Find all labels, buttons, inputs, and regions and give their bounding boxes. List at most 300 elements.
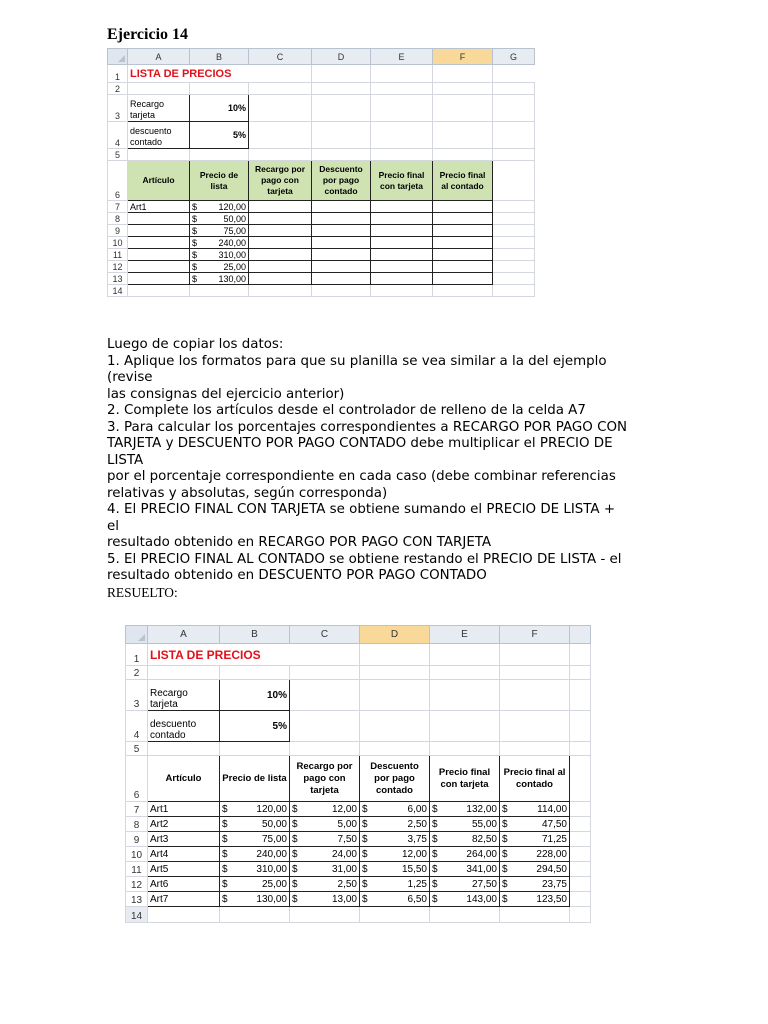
amount: 23,75: [541, 878, 567, 890]
money-value: [292, 864, 357, 875]
empty-cell[interactable]: [371, 201, 433, 213]
amount: 12,00: [401, 848, 427, 860]
precio-cell[interactable]: [220, 892, 290, 907]
empty-cell[interactable]: [371, 237, 433, 249]
cell[interactable]: [148, 742, 220, 756]
cell[interactable]: [249, 285, 312, 297]
spreadsheet-solution: [125, 625, 591, 923]
final-contado-cell[interactable]: [500, 892, 570, 907]
final-tarjeta-cell[interactable]: [430, 817, 500, 832]
table-row: [108, 249, 535, 261]
column-header-f[interactable]: F: [433, 49, 493, 65]
descuento-cell[interactable]: [360, 862, 430, 877]
row-header[interactable]: 7: [108, 201, 128, 213]
instruction-line: 3. Para calcular los porcentajes correspondientes a RECARGO POR PAGO CON: [107, 419, 627, 435]
cell[interactable]: [249, 122, 312, 149]
empty-cell[interactable]: [371, 249, 433, 261]
empty-cell[interactable]: [433, 273, 493, 285]
cell[interactable]: [493, 237, 535, 249]
descuento-cell[interactable]: [360, 877, 430, 892]
cell[interactable]: [493, 249, 535, 261]
precio-cell[interactable]: [220, 877, 290, 892]
cell[interactable]: [493, 161, 535, 201]
cell[interactable]: [128, 285, 190, 297]
precio-cell[interactable]: [190, 201, 249, 213]
cell[interactable]: [570, 892, 591, 907]
header-final-tarjeta[interactable]: Precio final con tarjeta: [371, 161, 433, 201]
row-header[interactable]: 6: [108, 161, 128, 201]
instruction-line: relativas y absolutas, según corresponda): [107, 485, 388, 501]
cell[interactable]: [433, 83, 493, 95]
row-header[interactable]: 12: [126, 877, 148, 892]
final-tarjeta-cell[interactable]: [430, 877, 500, 892]
column-header-g[interactable]: G: [493, 49, 535, 65]
cell[interactable]: [430, 742, 500, 756]
cell[interactable]: [312, 95, 371, 122]
descuento-value-cell[interactable]: 5%: [220, 711, 290, 742]
amount: 6,00: [407, 803, 427, 815]
cell[interactable]: [493, 225, 535, 237]
empty-cell[interactable]: [312, 273, 371, 285]
descuento-label-cell[interactable]: descuento contado: [128, 122, 190, 149]
amount: 25,00: [223, 261, 246, 272]
precio-cell[interactable]: [190, 249, 249, 261]
articulo-cell[interactable]: [128, 213, 190, 225]
cell[interactable]: [148, 907, 220, 923]
precio-cell[interactable]: [220, 832, 290, 847]
currency-symbol: $: [222, 803, 228, 815]
cell[interactable]: [312, 285, 371, 297]
cell[interactable]: [433, 122, 493, 149]
precio-cell[interactable]: [190, 225, 249, 237]
cell[interactable]: [220, 742, 290, 756]
empty-cell[interactable]: [249, 273, 312, 285]
table-row: [126, 877, 591, 892]
articulo-cell[interactable]: [128, 225, 190, 237]
empty-cell[interactable]: [312, 213, 371, 225]
row-header[interactable]: 13: [126, 892, 148, 907]
amount: 120,00: [256, 803, 287, 815]
cell[interactable]: [430, 907, 500, 923]
money-value: [432, 849, 497, 860]
instructions: [107, 337, 667, 601]
cell[interactable]: [249, 95, 312, 122]
articulo-cell[interactable]: Art7: [148, 892, 220, 907]
recargo-cell[interactable]: [290, 847, 360, 862]
money-value: [502, 879, 567, 890]
cell[interactable]: [493, 285, 535, 297]
column-header-c[interactable]: C: [249, 49, 312, 65]
cell[interactable]: [570, 680, 591, 711]
articulo-cell[interactable]: Art1: [128, 201, 190, 213]
instruction-line: 4. El PRECIO FINAL CON TARJETA se obtiene sumando el PRECIO DE LISTA +: [107, 502, 616, 517]
cell[interactable]: [500, 742, 570, 756]
amount: 120,00: [218, 201, 246, 212]
amount: 3,75: [407, 833, 427, 845]
currency-symbol: $: [432, 863, 438, 875]
row-header[interactable]: 5: [126, 742, 148, 756]
header-final-tarjeta[interactable]: Precio final con tarjeta: [430, 756, 500, 802]
empty-cell[interactable]: [433, 225, 493, 237]
instruction-line: 1. Aplique los formatos para que su planilla se vea similar a la del ejemplo: [107, 353, 607, 369]
money-value: [292, 804, 357, 815]
recargo-value-cell[interactable]: 10%: [220, 680, 290, 711]
descuento-cell[interactable]: [360, 892, 430, 907]
amount: 2,50: [407, 818, 427, 830]
row-header[interactable]: 11: [108, 249, 128, 261]
money-value: [362, 849, 427, 860]
column-header-b[interactable]: B: [190, 49, 249, 65]
row-header[interactable]: 14: [126, 907, 148, 923]
row-header[interactable]: 9: [126, 832, 148, 847]
empty-cell[interactable]: [312, 261, 371, 273]
column-header-a[interactable]: A: [148, 626, 220, 644]
table-row: [126, 892, 591, 907]
final-contado-cell[interactable]: [500, 877, 570, 892]
money-value: [292, 849, 357, 860]
row-header[interactable]: 6: [126, 756, 148, 802]
descuento-value-cell[interactable]: 5%: [190, 122, 249, 149]
articulo-cell[interactable]: [128, 261, 190, 273]
amount: 2,50: [337, 878, 357, 890]
cell[interactable]: [371, 122, 433, 149]
cell[interactable]: [433, 65, 493, 83]
cell[interactable]: [128, 83, 190, 95]
header-recargo[interactable]: Recargo por pago con tarjeta: [249, 161, 312, 201]
final-contado-cell[interactable]: [500, 832, 570, 847]
row-header[interactable]: 1: [126, 644, 148, 666]
empty-cell[interactable]: [312, 201, 371, 213]
recargo-cell[interactable]: [290, 877, 360, 892]
cell[interactable]: [493, 261, 535, 273]
recargo-cell[interactable]: [290, 832, 360, 847]
money-value: [222, 804, 287, 815]
articulo-cell[interactable]: Art6: [148, 877, 220, 892]
descuento-cell[interactable]: [360, 802, 430, 817]
cell[interactable]: [371, 65, 433, 83]
money-value: [432, 819, 497, 830]
recargo-cell[interactable]: [290, 817, 360, 832]
currency-symbol: $: [292, 818, 298, 830]
header-final-contado[interactable]: Precio final al contado: [433, 161, 493, 201]
cell[interactable]: [570, 802, 591, 817]
currency-symbol: $: [502, 803, 508, 815]
articulo-cell[interactable]: Art4: [148, 847, 220, 862]
column-header-d[interactable]: D: [312, 49, 371, 65]
row-header[interactable]: 2: [126, 666, 148, 680]
table-row: [126, 832, 591, 847]
cell[interactable]: [570, 644, 591, 666]
currency-symbol: $: [502, 848, 508, 860]
sheet-title-cell[interactable]: LISTA DE PRECIOS: [148, 644, 360, 666]
cell[interactable]: [570, 862, 591, 877]
cell[interactable]: [371, 83, 433, 95]
recargo-cell[interactable]: [290, 802, 360, 817]
cell[interactable]: [190, 83, 249, 95]
row-header[interactable]: 7: [126, 802, 148, 817]
header-articulo[interactable]: Artículo: [148, 756, 220, 802]
empty-cell[interactable]: [371, 261, 433, 273]
table-row: [108, 237, 535, 249]
cell[interactable]: [312, 149, 371, 161]
cell[interactable]: [371, 95, 433, 122]
final-tarjeta-cell[interactable]: [430, 892, 500, 907]
final-contado-cell[interactable]: [500, 862, 570, 877]
amount: 27,50: [471, 878, 497, 890]
final-tarjeta-cell[interactable]: [430, 832, 500, 847]
cell[interactable]: [500, 644, 570, 666]
column-header-d[interactable]: D: [360, 626, 430, 644]
cell[interactable]: [493, 213, 535, 225]
empty-cell[interactable]: [249, 237, 312, 249]
descuento-cell[interactable]: [360, 847, 430, 862]
row-header[interactable]: 9: [108, 225, 128, 237]
amount: 310,00: [256, 863, 287, 875]
cell[interactable]: [570, 742, 591, 756]
money-value: [502, 894, 567, 905]
cell[interactable]: [500, 666, 570, 680]
row-header[interactable]: 8: [126, 817, 148, 832]
precio-cell[interactable]: [190, 237, 249, 249]
currency-symbol: $: [362, 863, 368, 875]
articulo-cell[interactable]: Art5: [148, 862, 220, 877]
cell[interactable]: [360, 644, 430, 666]
column-header-c[interactable]: C: [290, 626, 360, 644]
cell[interactable]: [290, 711, 360, 742]
cell[interactable]: [493, 273, 535, 285]
cell[interactable]: [430, 644, 500, 666]
descuento-cell[interactable]: [360, 817, 430, 832]
cell[interactable]: [360, 680, 430, 711]
cell[interactable]: [371, 285, 433, 297]
precio-cell[interactable]: [190, 273, 249, 285]
empty-cell[interactable]: [249, 201, 312, 213]
empty-cell[interactable]: [249, 261, 312, 273]
cell[interactable]: [493, 83, 535, 95]
cell[interactable]: [570, 666, 591, 680]
cell[interactable]: [493, 95, 535, 122]
select-all-corner[interactable]: [126, 626, 148, 644]
cell[interactable]: [500, 907, 570, 923]
cell[interactable]: [290, 907, 360, 923]
money-value: [222, 864, 287, 875]
row-header[interactable]: 14: [108, 285, 128, 297]
cell[interactable]: [570, 907, 591, 923]
row-header[interactable]: 8: [108, 213, 128, 225]
row-header[interactable]: 2: [108, 83, 128, 95]
empty-cell[interactable]: [249, 213, 312, 225]
empty-cell[interactable]: [249, 249, 312, 261]
header-descuento[interactable]: Descuento por pago contado: [360, 756, 430, 802]
empty-cell[interactable]: [312, 237, 371, 249]
final-tarjeta-cell[interactable]: [430, 847, 500, 862]
empty-cell[interactable]: [312, 249, 371, 261]
currency-symbol: $: [502, 893, 508, 905]
cell[interactable]: [433, 149, 493, 161]
cell[interactable]: [570, 847, 591, 862]
precio-cell[interactable]: [220, 802, 290, 817]
empty-cell[interactable]: [433, 201, 493, 213]
instruction-line: 5. El PRECIO FINAL AL CONTADO se obtiene restando el PRECIO DE LISTA - el: [107, 551, 622, 567]
recargo-label-cell[interactable]: Recargo tarjeta: [148, 680, 220, 711]
amount: 55,00: [471, 818, 497, 830]
final-contado-cell[interactable]: [500, 802, 570, 817]
amount: 310,00: [218, 249, 246, 260]
money-value: [362, 834, 427, 845]
row-header[interactable]: 4: [126, 711, 148, 742]
final-contado-cell[interactable]: [500, 817, 570, 832]
final-tarjeta-cell[interactable]: [430, 862, 500, 877]
cell[interactable]: [570, 832, 591, 847]
cell[interactable]: [570, 817, 591, 832]
cell[interactable]: [430, 666, 500, 680]
row-header[interactable]: 12: [108, 261, 128, 273]
empty-cell[interactable]: [371, 273, 433, 285]
currency-symbol: $: [362, 803, 368, 815]
instruction-line: TARJETA y DESCUENTO POR PAGO CONTADO debe multiplicar el PRECIO DE: [107, 436, 613, 451]
amount: 50,00: [261, 818, 287, 830]
articulo-cell[interactable]: Art3: [148, 832, 220, 847]
cell[interactable]: [249, 149, 312, 161]
cell[interactable]: [500, 680, 570, 711]
cell[interactable]: [360, 711, 430, 742]
recargo-cell[interactable]: [290, 892, 360, 907]
empty-cell[interactable]: [433, 261, 493, 273]
cell[interactable]: [500, 711, 570, 742]
cell[interactable]: [570, 877, 591, 892]
cell[interactable]: [430, 711, 500, 742]
row-header[interactable]: 13: [108, 273, 128, 285]
recargo-value-cell[interactable]: 10%: [190, 95, 249, 122]
select-all-corner[interactable]: [108, 49, 128, 65]
final-tarjeta-cell[interactable]: [430, 802, 500, 817]
final-contado-cell[interactable]: [500, 847, 570, 862]
cell[interactable]: [570, 711, 591, 742]
cell[interactable]: [128, 149, 190, 161]
header-final-contado[interactable]: Precio final al contado: [500, 756, 570, 802]
cell[interactable]: [493, 122, 535, 149]
amount: 24,00: [331, 848, 357, 860]
amount: 143,00: [466, 893, 497, 905]
currency-symbol: $: [292, 878, 298, 890]
cell[interactable]: [220, 666, 290, 680]
column-header-e[interactable]: E: [371, 49, 433, 65]
recargo-cell[interactable]: [290, 862, 360, 877]
empty-cell[interactable]: [433, 237, 493, 249]
precio-cell[interactable]: [190, 261, 249, 273]
currency-symbol: $: [362, 893, 368, 905]
cell[interactable]: [433, 95, 493, 122]
cell[interactable]: [220, 907, 290, 923]
row-header[interactable]: 3: [126, 680, 148, 711]
header-precio-lista[interactable]: Precio de lista: [190, 161, 249, 201]
row-header[interactable]: 11: [126, 862, 148, 877]
cell[interactable]: [312, 122, 371, 149]
cell[interactable]: [433, 285, 493, 297]
amount: 47,50: [541, 818, 567, 830]
row-header[interactable]: 10: [108, 237, 128, 249]
precio-cell[interactable]: [220, 862, 290, 877]
cell[interactable]: [360, 666, 430, 680]
amount: 7,50: [337, 833, 357, 845]
cell[interactable]: [493, 201, 535, 213]
row-header[interactable]: 3: [108, 95, 128, 122]
cell[interactable]: [312, 65, 371, 83]
amount: 82,50: [471, 833, 497, 845]
row-header[interactable]: 5: [108, 149, 128, 161]
resuelto-label: RESUELTO:: [107, 584, 178, 600]
precio-cell[interactable]: [220, 847, 290, 862]
articulo-cell[interactable]: [128, 237, 190, 249]
header-articulo[interactable]: Artículo: [128, 161, 190, 201]
cell[interactable]: [493, 149, 535, 161]
cell[interactable]: [290, 666, 360, 680]
column-header-b[interactable]: B: [220, 626, 290, 644]
articulo-cell[interactable]: [128, 249, 190, 261]
cell[interactable]: [249, 83, 312, 95]
row-header[interactable]: 4: [108, 122, 128, 149]
header-precio-lista[interactable]: Precio de lista: [220, 756, 290, 802]
table-row: [108, 273, 535, 285]
money-value: [192, 262, 246, 272]
header-descuento[interactable]: Descuento por pago contado: [312, 161, 371, 201]
empty-cell[interactable]: [433, 249, 493, 261]
cell[interactable]: [190, 149, 249, 161]
articulo-cell[interactable]: Art1: [148, 802, 220, 817]
row-header[interactable]: 1: [108, 65, 128, 83]
currency-symbol: $: [192, 201, 198, 212]
cell[interactable]: [360, 742, 430, 756]
articulo-cell[interactable]: [128, 273, 190, 285]
cell[interactable]: [290, 680, 360, 711]
amount: 264,00: [466, 848, 497, 860]
table-row: [126, 847, 591, 862]
empty-cell[interactable]: [371, 213, 433, 225]
column-header-next[interactable]: [570, 626, 591, 644]
sheet-title-cell[interactable]: LISTA DE PRECIOS: [128, 65, 312, 83]
empty-cell[interactable]: [433, 213, 493, 225]
money-value: [222, 849, 287, 860]
cell[interactable]: [190, 285, 249, 297]
instruction-line: Luego de copiar los datos:: [107, 337, 284, 352]
cell[interactable]: [430, 680, 500, 711]
cell[interactable]: [570, 756, 591, 802]
currency-symbol: $: [192, 249, 198, 260]
money-value: [502, 819, 567, 830]
precio-cell[interactable]: [190, 213, 249, 225]
row-header[interactable]: 10: [126, 847, 148, 862]
header-recargo[interactable]: Recargo por pago con tarjeta: [290, 756, 360, 802]
cell[interactable]: [360, 907, 430, 923]
recargo-label-cell[interactable]: Recargo tarjeta: [128, 95, 190, 122]
descuento-label-cell[interactable]: descuento contado: [148, 711, 220, 742]
column-header-f[interactable]: F: [500, 626, 570, 644]
articulo-cell[interactable]: Art2: [148, 817, 220, 832]
descuento-cell[interactable]: [360, 832, 430, 847]
cell[interactable]: [290, 742, 360, 756]
amount: 123,50: [536, 893, 567, 905]
precio-cell[interactable]: [220, 817, 290, 832]
cell[interactable]: [371, 149, 433, 161]
cell[interactable]: [312, 83, 371, 95]
empty-cell[interactable]: [312, 225, 371, 237]
cell[interactable]: [148, 666, 220, 680]
empty-cell[interactable]: [371, 225, 433, 237]
money-value: [362, 894, 427, 905]
column-header-e[interactable]: E: [430, 626, 500, 644]
column-header-a[interactable]: A: [128, 49, 190, 65]
empty-cell[interactable]: [249, 225, 312, 237]
